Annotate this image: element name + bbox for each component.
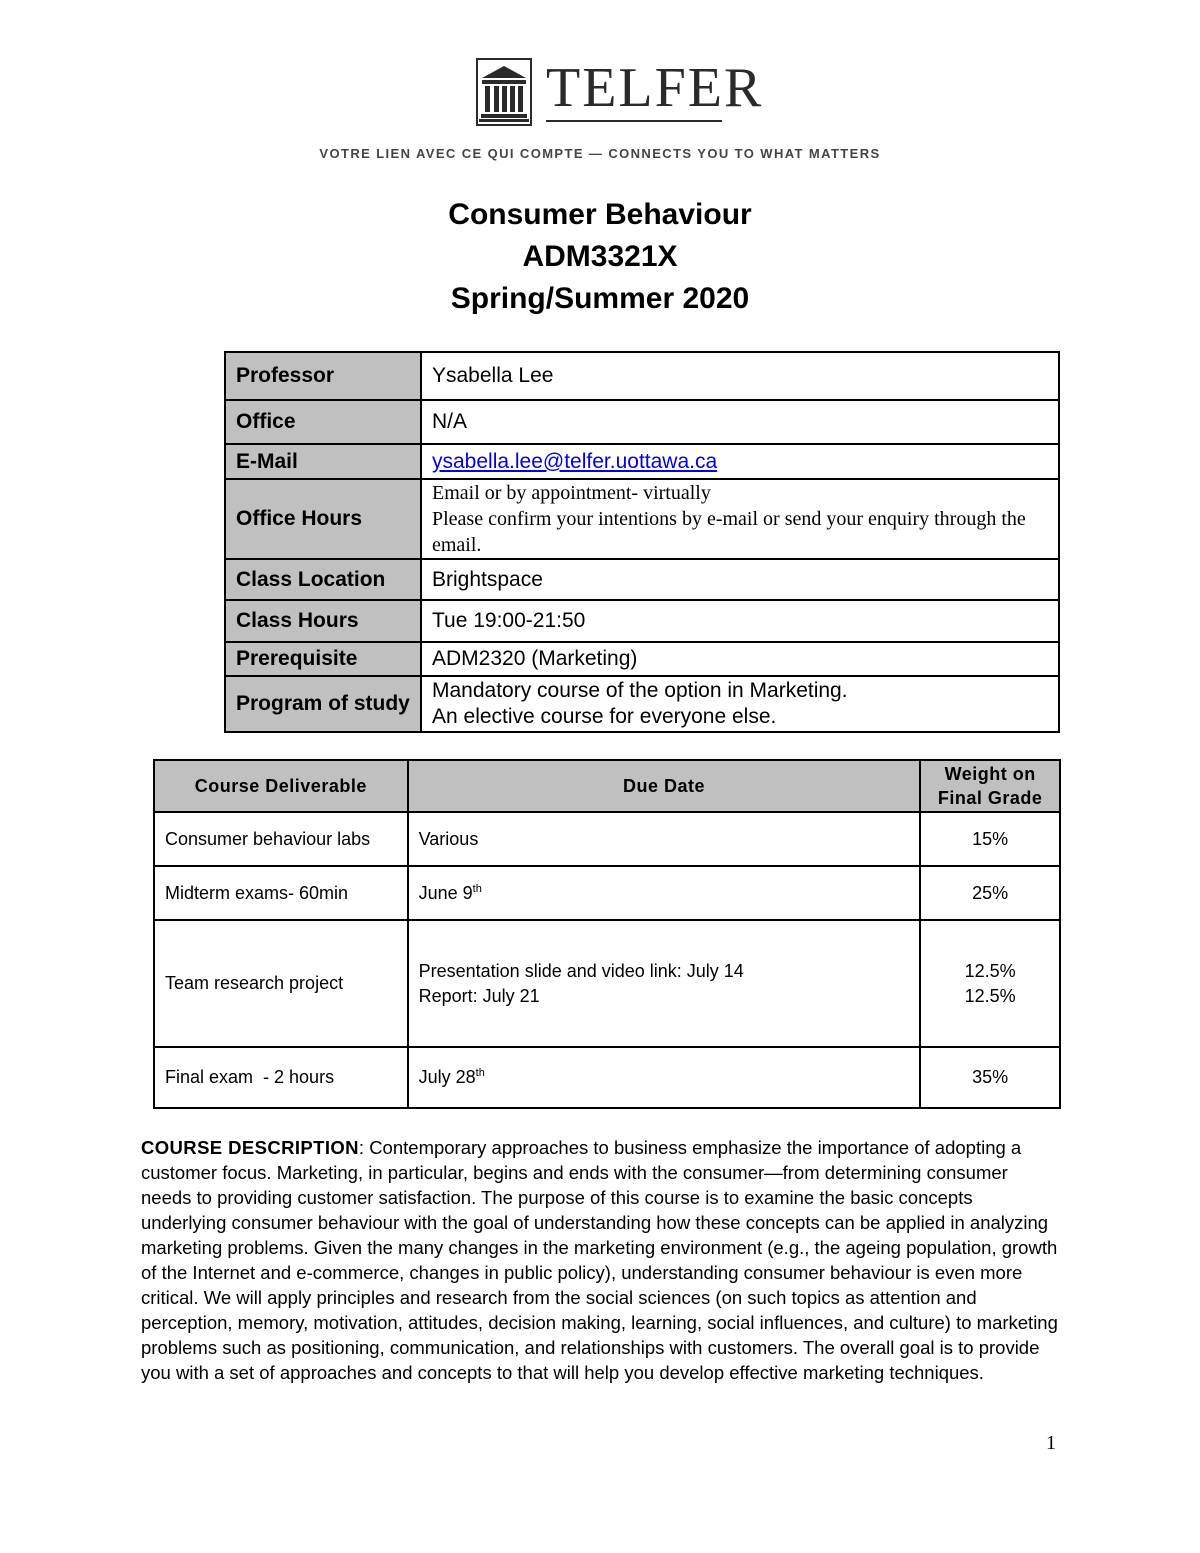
- info-row-office: [225, 400, 1059, 444]
- info-row-program: [225, 676, 1059, 732]
- due-date-cell: [408, 920, 921, 1047]
- weight: 12.5%: [964, 960, 1016, 981]
- program-line: Mandatory course of the option in Marketing.: [432, 679, 848, 702]
- table-row: [154, 866, 1060, 920]
- deliverable-name: Team research project: [154, 920, 408, 1047]
- course-title: Consumer Behaviour: [448, 198, 752, 231]
- table-row: [154, 1047, 1060, 1108]
- deliverables-table: [153, 759, 1061, 1109]
- info-row-email: [225, 444, 1059, 479]
- due-date: July 28: [418, 1067, 476, 1087]
- page-number: 1: [1046, 1432, 1056, 1454]
- info-label: Program of study: [225, 676, 421, 732]
- info-label: Professor: [225, 352, 421, 400]
- description-body: : Contemporary approaches to business emphasize the importance of adopting a customer focus. Marketing, in particular, begins and ends with the consumer—from determining consumer needs to providing customer satisfaction. The purpose of this course is to examine the basic concepts underlying consumer behaviour with the goal of understanding how these concepts can be applied in analyzing marketing problems. Given the many changes in the marketing environment (e.g., the ageing population, growth of the Internet and e-commerce, changes in public policy), understanding consumer behaviour is even more critical. We will apply principles and research from the social sciences (on such topics as attention and perception, memory, motivation, attitudes, decision making, learning, social influences, and culture) to marketing problems such as positioning, communication, and relationships with customers. The overall goal is to provide you with a set of approaches and concepts to that will help you develop effective marketing techniques.: [141, 1137, 1058, 1383]
- due-date-cell: [408, 1047, 921, 1108]
- course-term: Spring/Summer 2020: [450, 282, 750, 315]
- description-heading: COURSE DESCRIPTION: [141, 1137, 359, 1158]
- email-link[interactable]: ysabella.lee@telfer.uottawa.ca: [432, 449, 718, 473]
- logo-rule: [546, 120, 722, 122]
- due-date: Various: [408, 812, 921, 866]
- info-label: Class Location: [225, 559, 421, 600]
- due-date-suffix: th: [475, 1067, 485, 1079]
- due-date: June 9: [418, 882, 473, 903]
- professor-name: Ysabella Lee: [421, 352, 1059, 400]
- course-description: [141, 1135, 1061, 1385]
- document-title: [0, 194, 1200, 320]
- header-due-date: Due Date: [408, 760, 921, 812]
- header-weight: Weight on Final Grade: [920, 760, 1060, 812]
- course-code: ADM3321X: [522, 240, 678, 273]
- due-date-suffix: th: [472, 882, 482, 895]
- info-row-prerequisite: [225, 642, 1059, 676]
- info-label: Office Hours: [225, 479, 421, 559]
- telfer-logo: [0, 54, 1200, 166]
- building-icon: [476, 58, 532, 126]
- office-hours-line: Please confirm your intentions by e-mail or send your enquiry through the email.: [432, 508, 1026, 556]
- program-line: An elective course for everyone else.: [432, 705, 777, 728]
- info-label: Class Hours: [225, 600, 421, 642]
- weight: 35%: [920, 1047, 1060, 1108]
- info-row-professor: [225, 352, 1059, 400]
- weight: 15%: [920, 812, 1060, 866]
- deliverable-name: Consumer behaviour labs: [154, 812, 408, 866]
- office-hours-line: Email or by appointment- virtually: [432, 482, 711, 504]
- due-date: Report: July 21: [418, 985, 540, 1006]
- deliverable-name: Midterm exams- 60min: [154, 866, 408, 920]
- office-value: N/A: [421, 400, 1059, 444]
- info-row-class-hours: [225, 600, 1059, 642]
- info-row-office-hours: [225, 479, 1059, 559]
- table-row: [154, 812, 1060, 866]
- due-date: Presentation slide and video link: July 14: [418, 960, 744, 981]
- info-row-location: [225, 559, 1059, 600]
- weight: 12.5%: [964, 985, 1016, 1006]
- course-info-table: [224, 351, 1060, 733]
- info-label: Office: [225, 400, 421, 444]
- email-cell: [421, 444, 1059, 479]
- logo-tagline: VOTRE LIEN AVEC CE QUI COMPTE — CONNECTS YOU TO WHAT MATTERS: [319, 146, 881, 161]
- info-label: E-Mail: [225, 444, 421, 479]
- deliverables-header: [154, 760, 1060, 812]
- logo-wordmark: TELFER: [546, 57, 764, 119]
- table-row: [154, 920, 1060, 1047]
- weight: 25%: [920, 866, 1060, 920]
- due-date-cell: [408, 866, 921, 920]
- weight-cell: [920, 920, 1060, 1047]
- location-value: Brightspace: [421, 559, 1059, 600]
- header-deliverable: Course Deliverable: [154, 760, 408, 812]
- class-hours-value: Tue 19:00-21:50: [421, 600, 1059, 642]
- deliverable-name: Final exam - 2 hours: [154, 1047, 408, 1108]
- office-hours-value: [421, 479, 1059, 559]
- prerequisite-value: ADM2320 (Marketing): [421, 642, 1059, 676]
- info-label: Prerequisite: [225, 642, 421, 676]
- program-value: [421, 676, 1059, 732]
